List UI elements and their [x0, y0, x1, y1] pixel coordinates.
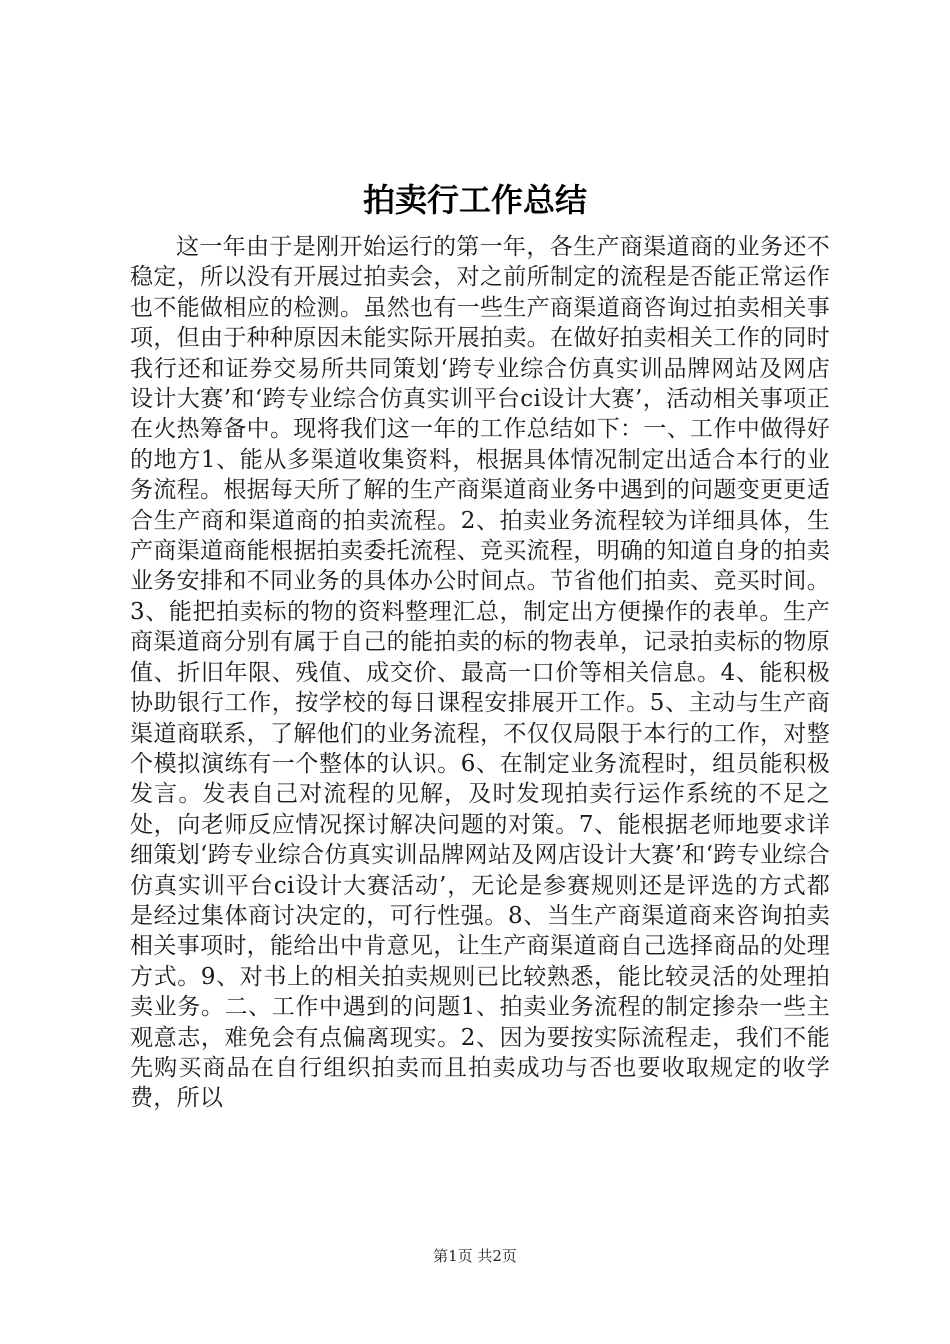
page-number-footer: 第1页 共2页: [433, 1247, 517, 1265]
document-body-paragraph: 这一年由于是刚开始运行的第一年，各生产商渠道商的业务还不稳定，所以没有开展过拍卖会，对之前所制定的流程是否能正常运作也不能做相应的检测。虽然也有一些生产商渠道商咨询过拍卖相关事项，但由于种种原因未能实际开展拍卖。在做好拍卖相关工作的同时我行还和证券交易所共同策划‘跨专业综合仿真实训品牌网站及网店设计大赛’和‘跨专业综合仿真实训平台ci设计大赛’，活动相关事项正在火热筹备中。现将我们这一年的工作总结如下：一、工作中做得好的地方1、能从多渠道收集资料，根据具体情况制定出适合本行的业务流程。根据每天所了解的生产商渠道商业务中遇到的问题变更更适合生产商和渠道商的拍卖流程。2、拍卖业务流程较为详细具体，生产商渠道商能根据拍卖委托流程、竞买流程，明确的知道自身的拍卖业务安排和不同业务的具体办公时间点。节省他们拍卖、竞买时间。3、能把拍卖标的物的资料整理汇总，制定出方便操作的表单。生产商渠道商分别有属于自己的能拍卖的标的物表单，记录拍卖标的物原值、折旧年限、残值、成交价、最高一口价等相关信息。4、能积极协助银行工作，按学校的每日课程安排展开工作。5、主动与生产商渠道商联系，了解他们的业务流程，不仅仅局限于本行的工作，对整个模拟演练有一个整体的认识。6、在制定业务流程时，组员能积极发言。发表自己对流程的见解，及时发现拍卖行运作系统的不足之处，向老师反应情况探讨解决问题的对策。7、能根据老师地要求详细策划‘跨专业综合仿真实训品牌网站及网店设计大赛’和‘跨专业综合仿真实训平台ci设计大赛活动’，无论是参赛规则还是评选的方式都是经过集体商讨决定的，可行性强。8、当生产商渠道商来咨询拍卖相关事项时，能给出中肯意见，让生产商渠道商自己选择商品的处理方式。9、对书上的相关拍卖规则已比较熟悉，能比较灵活的处理拍卖业务。二、工作中遇到的问题1、拍卖业务流程的制定掺杂一些主观意志，难免会有点偏离现实。2、因为要按实际流程走，我们不能先购买商品在自行组织拍卖而且拍卖成功与否也要收取规定的收学费，所以: [130, 234, 830, 1112]
document-title: 拍卖行工作总结: [362, 181, 587, 219]
